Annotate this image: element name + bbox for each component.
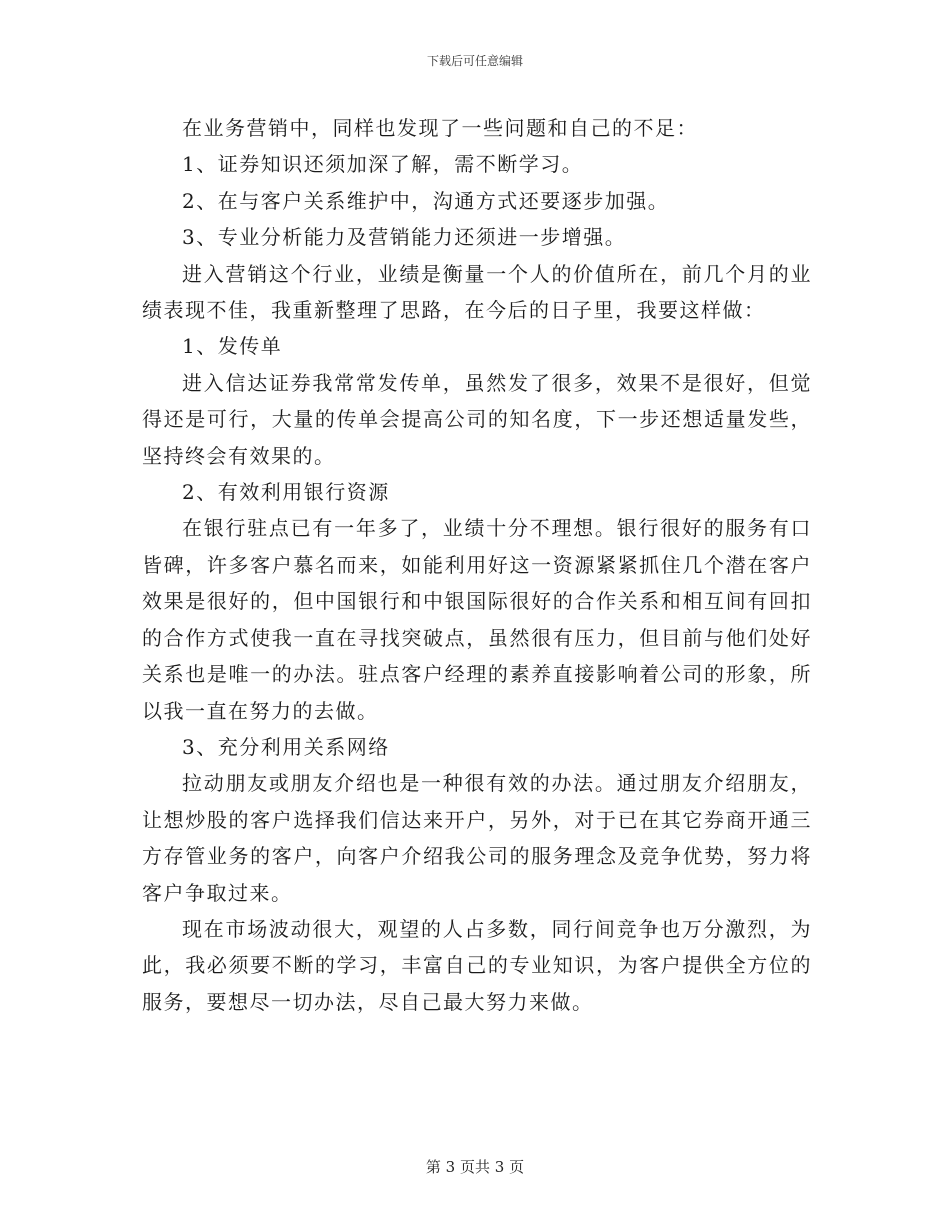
list-item-problem-3: 3、专业分析能力及营销能力还须进一步增强。 bbox=[182, 225, 627, 250]
list-item-problem-1: 1、证券知识还须加深了解，需不断学习。 bbox=[182, 152, 584, 177]
paragraph-bank-resources: 在银行驻点已有一年多了，业绩十分不理想。银行很好的服务有口皆碑，许多客户慕名而来，如能利用好这一资源紧紧抓住几个潜在客户效果是很好的，但中国银行和中银国际很好的合作关系和相互间有回扣的合作方式使我一直在寻找突破点，虽然很有压力，但目前与他们处好关系也是唯一的办法。驻点客户经理的素养直接影响着公司的形象，所以我一直在努力的去做。 bbox=[142, 516, 812, 723]
paragraph-flyers: 进入信达证券我常常发传单，虽然发了很多，效果不是很好，但觉得还是可行，大量的传单会提高公司的知名度，下一步还想适量发些，坚持终会有效果的。 bbox=[142, 370, 812, 468]
heading-flyers: 1、发传单 bbox=[182, 334, 283, 359]
page-header: 下载后可任意编辑 bbox=[426, 54, 523, 68]
paragraph-conclusion: 现在市场波动很大，观望的人占多数，同行间竞争也万分激烈，为此，我必须要不断的学习，丰富自己的专业知识，为客户提供全方位的服务，要想尽一切办法，尽自己最大努力来做。 bbox=[142, 916, 812, 1014]
page-footer: 第 3 页共 3 页 bbox=[425, 1158, 525, 1176]
paragraph-plan: 进入营销这个行业，业绩是衡量一个人的价值所在，前几个月的业绩表现不佳，我重新整理了思路，在今后的日子里，我要这样做： bbox=[142, 261, 812, 323]
heading-bank-resources: 2、有效利用银行资源 bbox=[182, 480, 390, 505]
document-body bbox=[142, 110, 812, 1020]
paragraph-intro: 在业务营销中，同样也发现了一些问题和自己的不足： bbox=[182, 116, 698, 140]
list-item-problem-2: 2、在与客户关系维护中，沟通方式还要逐步加强。 bbox=[182, 188, 670, 213]
heading-network: 3、充分利用关系网络 bbox=[182, 734, 390, 759]
paragraph-network: 拉动朋友或朋友介绍也是一种很有效的办法。通过朋友介绍朋友，让想炒股的客户选择我们信达来开户，另外，对于已在其它券商开通三方存管业务的客户，向客户介绍我公司的服务理念及竞争优势，努力将客户争取过来。 bbox=[142, 771, 812, 905]
